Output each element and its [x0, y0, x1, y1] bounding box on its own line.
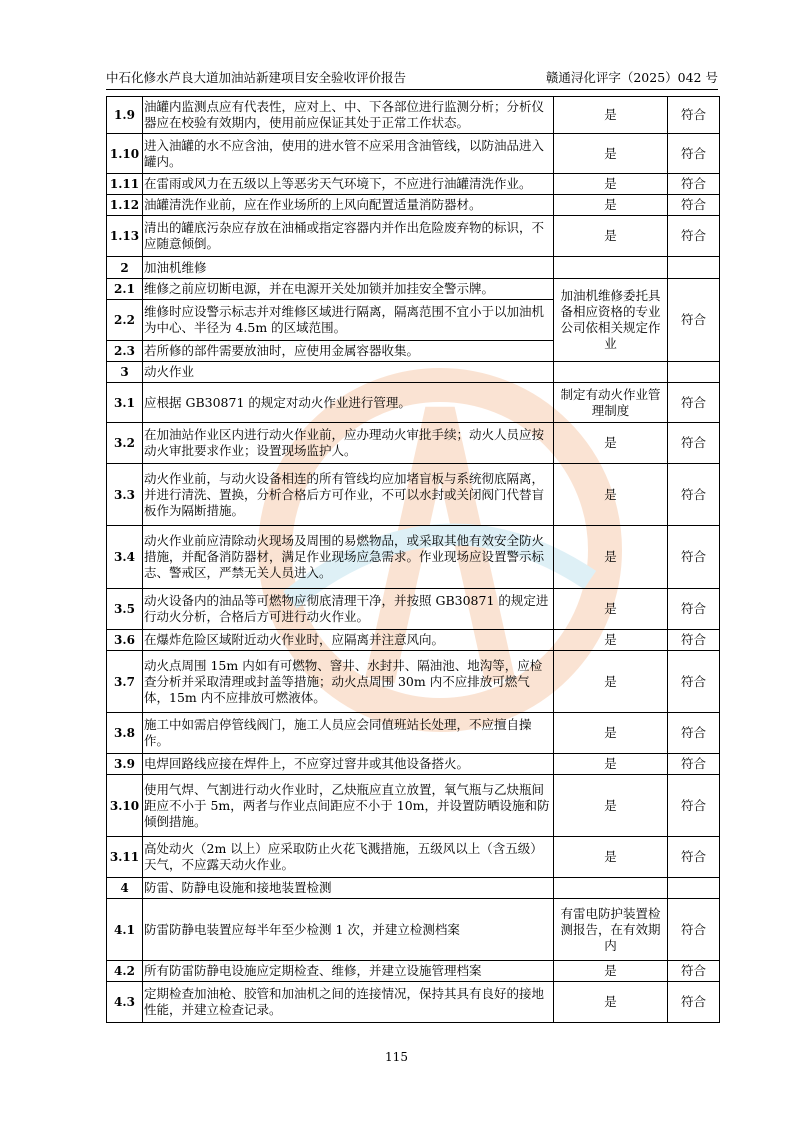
actual-situation: 是: [554, 195, 668, 216]
table-row: [107, 383, 720, 423]
item-number: 3.4: [107, 526, 143, 589]
item-number: 1.9: [107, 97, 143, 134]
item-number: 3: [107, 362, 143, 383]
page-number: 115: [385, 1050, 408, 1064]
actual-situation: 是: [554, 134, 668, 174]
table-row: [107, 195, 720, 216]
item-number: 3.2: [107, 423, 143, 464]
table-body: [107, 97, 720, 1023]
section-row: [107, 257, 720, 279]
conclusion: 符合: [668, 899, 720, 961]
conclusion: 符合: [668, 837, 720, 878]
conclusion: [668, 878, 720, 899]
table-row: [107, 134, 720, 174]
report-title: 中石化修水芦良大道加油站新建项目安全验收评价报告: [106, 70, 407, 85]
actual-situation: 是: [554, 526, 668, 589]
actual-situation: 是: [554, 982, 668, 1023]
section-title: 加油机维修: [143, 257, 554, 279]
actual-situation: 是: [554, 464, 668, 526]
check-item: 油罐清洗作业前，应在作业场所的上风向配置适量消防器材。: [143, 195, 554, 216]
check-item: 电焊回路线应接在焊件上，不应穿过窨井或其他设备搭火。: [143, 754, 554, 775]
table-row: [107, 279, 720, 300]
check-item: 动火作业前，与动火设备相连的所有管线均应加堵盲板与系统彻底隔离，并进行清洗、置换，分析合格后方可作业，不可以水封或关闭阀门代替盲板作为隔断措施。: [143, 464, 554, 526]
table-row: [107, 174, 720, 195]
check-item: 所有防雷防静电设施应定期检查、维修，并建立设施管理档案: [143, 961, 554, 982]
actual-situation: 是: [554, 589, 668, 630]
item-number: 3.3: [107, 464, 143, 526]
actual-situation: [554, 257, 668, 279]
conclusion: 符合: [668, 134, 720, 174]
check-item: 若所修的部件需要放油时，应使用金属容器收集。: [143, 341, 554, 362]
table-row: [107, 754, 720, 775]
check-item: 维修时应设警示标志并对维修区域进行隔离，隔离范围不宜小于以加油机为中心、半径为 4.5m 的区域范围。: [143, 300, 554, 341]
conclusion: 符合: [668, 195, 720, 216]
conclusion: 符合: [668, 279, 720, 362]
conclusion: [668, 257, 720, 279]
check-item: 维修之前应切断电源，并在电源开关处加锁并加挂安全警示牌。: [143, 279, 554, 300]
check-item: 在爆炸危险区域附近动火作业时，应隔离并注意风向。: [143, 630, 554, 651]
table-row: [107, 837, 720, 878]
conclusion: 符合: [668, 423, 720, 464]
check-item: 定期检查加油枪、胶管和加油机之间的连接情况，保持其具有良好的接地性能，并建立检查记录。: [143, 982, 554, 1023]
header-rule: [106, 89, 718, 90]
actual-situation: 是: [554, 174, 668, 195]
section-row: [107, 362, 720, 383]
item-number: 1.11: [107, 174, 143, 195]
check-item: 清出的罐底污杂应存放在油桶或指定容器内并作出危险废弃物的标识，不应随意倾倒。: [143, 216, 554, 257]
item-number: 4.2: [107, 961, 143, 982]
table-row: [107, 526, 720, 589]
table-row: [107, 97, 720, 134]
actual-situation: [554, 362, 668, 383]
check-item: 进入油罐的水不应含油，使用的进水管不应采用含油管线，以防油品进入罐内。: [143, 134, 554, 174]
page-header: [106, 70, 718, 86]
check-item: 防雷防静电装置应每半年至少检测 1 次，并建立检测档案: [143, 899, 554, 961]
check-item: 在雷雨或风力在五级以上等恶劣天气环境下，不应进行油罐清洗作业。: [143, 174, 554, 195]
item-number: 3.9: [107, 754, 143, 775]
table-row: [107, 899, 720, 961]
check-item: 施工中如需启停管线阀门，施工人员应会同值班站长处理，不应擅自操作。: [143, 713, 554, 754]
table-row: [107, 589, 720, 630]
item-number: 3.8: [107, 713, 143, 754]
inspection-table: [106, 96, 720, 1023]
item-number: 4.3: [107, 982, 143, 1023]
item-number: 3.6: [107, 630, 143, 651]
conclusion: 符合: [668, 97, 720, 134]
table-row: [107, 651, 720, 713]
conclusion: 符合: [668, 775, 720, 837]
item-number: 4.1: [107, 899, 143, 961]
table-row: [107, 961, 720, 982]
actual-situation: 是: [554, 630, 668, 651]
section-title: 防雷、防静电设施和接地装置检测: [143, 878, 554, 899]
table-row: [107, 464, 720, 526]
table-row: [107, 423, 720, 464]
conclusion: 符合: [668, 961, 720, 982]
item-number: 3.7: [107, 651, 143, 713]
actual-situation: 是: [554, 97, 668, 134]
item-number: 3.1: [107, 383, 143, 423]
conclusion: 符合: [668, 630, 720, 651]
item-number: 1.13: [107, 216, 143, 257]
conclusion: 符合: [668, 174, 720, 195]
item-number: 3.5: [107, 589, 143, 630]
conclusion: 符合: [668, 589, 720, 630]
table-row: [107, 630, 720, 651]
actual-situation: 制定有动火作业管理制度: [554, 383, 668, 423]
actual-situation: 加油机维修委托具备相应资格的专业公司依相关规定作业: [554, 279, 668, 362]
item-number: 4: [107, 878, 143, 899]
item-number: 1.10: [107, 134, 143, 174]
check-item: 应根据 GB30871 的规定对动火作业进行管理。: [143, 383, 554, 423]
item-number: 2.2: [107, 300, 143, 341]
actual-situation: 有雷电防护装置检测报告，在有效期内: [554, 899, 668, 961]
check-item: 动火设备内的油品等可燃物应彻底清理干净，并按照 GB30871 的规定进行动火分析，合格后方可进行动火作业。: [143, 589, 554, 630]
table-row: [107, 216, 720, 257]
actual-situation: 是: [554, 754, 668, 775]
actual-situation: 是: [554, 423, 668, 464]
table-row: [107, 982, 720, 1023]
document-number: 赣通浔化评字（2025）042 号: [545, 70, 718, 85]
actual-situation: 是: [554, 216, 668, 257]
conclusion: 符合: [668, 982, 720, 1023]
conclusion: 符合: [668, 713, 720, 754]
item-number: 2.3: [107, 341, 143, 362]
item-number: 3.11: [107, 837, 143, 878]
check-item: 高处动火（2m 以上）应采取防止火花飞溅措施，五级风以上（含五级）天气，不应露天动火作业。: [143, 837, 554, 878]
table-row: [107, 775, 720, 837]
check-item: 动火作业前应清除动火现场及周围的易燃物品，或采取其他有效安全防火措施，并配备消防器材，满足作业现场应急需求。作业现场应设置警示标志、警戒区，严禁无关人员进入。: [143, 526, 554, 589]
conclusion: 符合: [668, 464, 720, 526]
actual-situation: 是: [554, 651, 668, 713]
actual-situation: 是: [554, 713, 668, 754]
conclusion: 符合: [668, 526, 720, 589]
conclusion: 符合: [668, 651, 720, 713]
section-title: 动火作业: [143, 362, 554, 383]
check-item: 使用气焊、气割进行动火作业时，乙炔瓶应直立放置，氧气瓶与乙炔瓶间距应不小于 5m，两者与作业点间距应不小于 10m，并设置防晒设施和防倾倒措施。: [143, 775, 554, 837]
conclusion: 符合: [668, 216, 720, 257]
section-row: [107, 878, 720, 899]
item-number: 1.12: [107, 195, 143, 216]
check-item: 油罐内监测点应有代表性，应对上、中、下各部位进行监测分析；分析仪器应在校验有效期内，使用前应保证其处于正常工作状态。: [143, 97, 554, 134]
conclusion: [668, 362, 720, 383]
actual-situation: 是: [554, 961, 668, 982]
check-item: 动火点周围 15m 内如有可燃物、窨井、水封井、隔油池、地沟等，应检查分析并采取清理或封盖等措施；动火点周围 30m 内不应排放可燃气体，15m 内不应排放可燃液体。: [143, 651, 554, 713]
actual-situation: 是: [554, 775, 668, 837]
actual-situation: 是: [554, 837, 668, 878]
item-number: 2.1: [107, 279, 143, 300]
table-row: [107, 713, 720, 754]
conclusion: 符合: [668, 383, 720, 423]
conclusion: 符合: [668, 754, 720, 775]
item-number: 2: [107, 257, 143, 279]
item-number: 3.10: [107, 775, 143, 837]
check-item: 在加油站作业区内进行动火作业前，应办理动火审批手续；动火人员应按动火审批要求作业；设置现场监护人。: [143, 423, 554, 464]
actual-situation: [554, 878, 668, 899]
